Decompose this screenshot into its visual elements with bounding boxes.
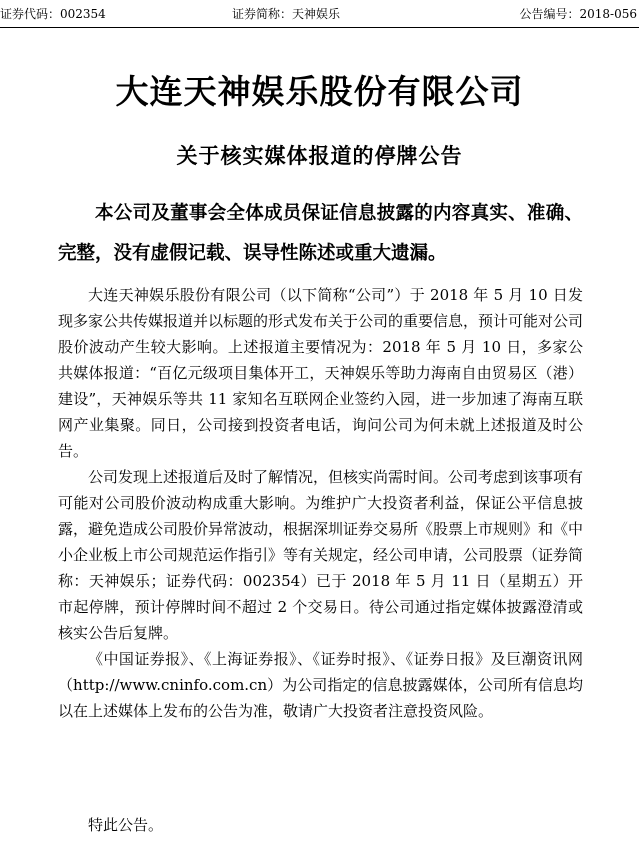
stock-abbreviation: 证券简称：天神娱乐 [232, 7, 341, 21]
paragraph-trading-halt: 公司发现上述报道后及时了解情况，但核实尚需时间。公司考虑到该事项有可能对公司股价波动构成重大影响。为维护广大投资者利益，保证公平信息披露，避免造成公司股价异常波动，根据深圳证券交易所《股票上市规则》和《中小企业板上市公司规范运作指引》等有关规定，经公司申请，公司股票（证券简称：天神娱乐；证券代码：002354）已于 2018 年 5 月 11 日（星期五）开市起停牌，预计停牌时间不超过 2 个交易日。待公司通过指定媒体披露澄清或核实公告后复牌。 [58, 468, 584, 642]
paragraph-media-report: 大连天神娱乐股份有限公司（以下简称“公司”）于 2018 年 5 月 10 日发现多家公共传媒报道并以标题的形式发布关于公司的重要信息，预计可能对公司股价波动产生较大影响。上述报道主要情况为：2018 年 5 月 10 日，多家公共媒体报道：“百亿元级项目集体开工，天神娱乐等助力海南自由贸易区（港）建设”，天神娱乐等共 11 家知名互联网企业签约入园，进一步加速了海南互联网产业集聚。同日，公司接到投资者电话，询问公司为何未就上述报道及时公告。 [58, 286, 584, 460]
stock-code: 证券代码：002354 [0, 7, 106, 21]
header-divider [0, 27, 639, 28]
notice-title: 关于核实媒体报道的停牌公告 [176, 143, 463, 168]
paragraph-disclosure-media: 《中国证券报》、《上海证券报》、《证券时报》、《证券日报》及巨潮资讯网（http://www.cninfo.com.cn）为公司指定的信息披露媒体，公司所有信息均以在上述媒体上发布的公告为准，敬请广大投资者注意投资风险。 [58, 650, 583, 720]
notice-body [58, 282, 583, 724]
board-statement: 本公司及董事会全体成员保证信息披露的内容真实、准确、完整，没有虚假记载、误导性陈述或重大遗漏。 [58, 203, 583, 264]
company-title: 大连天神娱乐股份有限公司 [115, 72, 524, 111]
page-header [0, 0, 639, 26]
notice-number: 公告编号：2018-056 [519, 7, 637, 21]
closing-remark: 特此公告。 [88, 816, 164, 834]
